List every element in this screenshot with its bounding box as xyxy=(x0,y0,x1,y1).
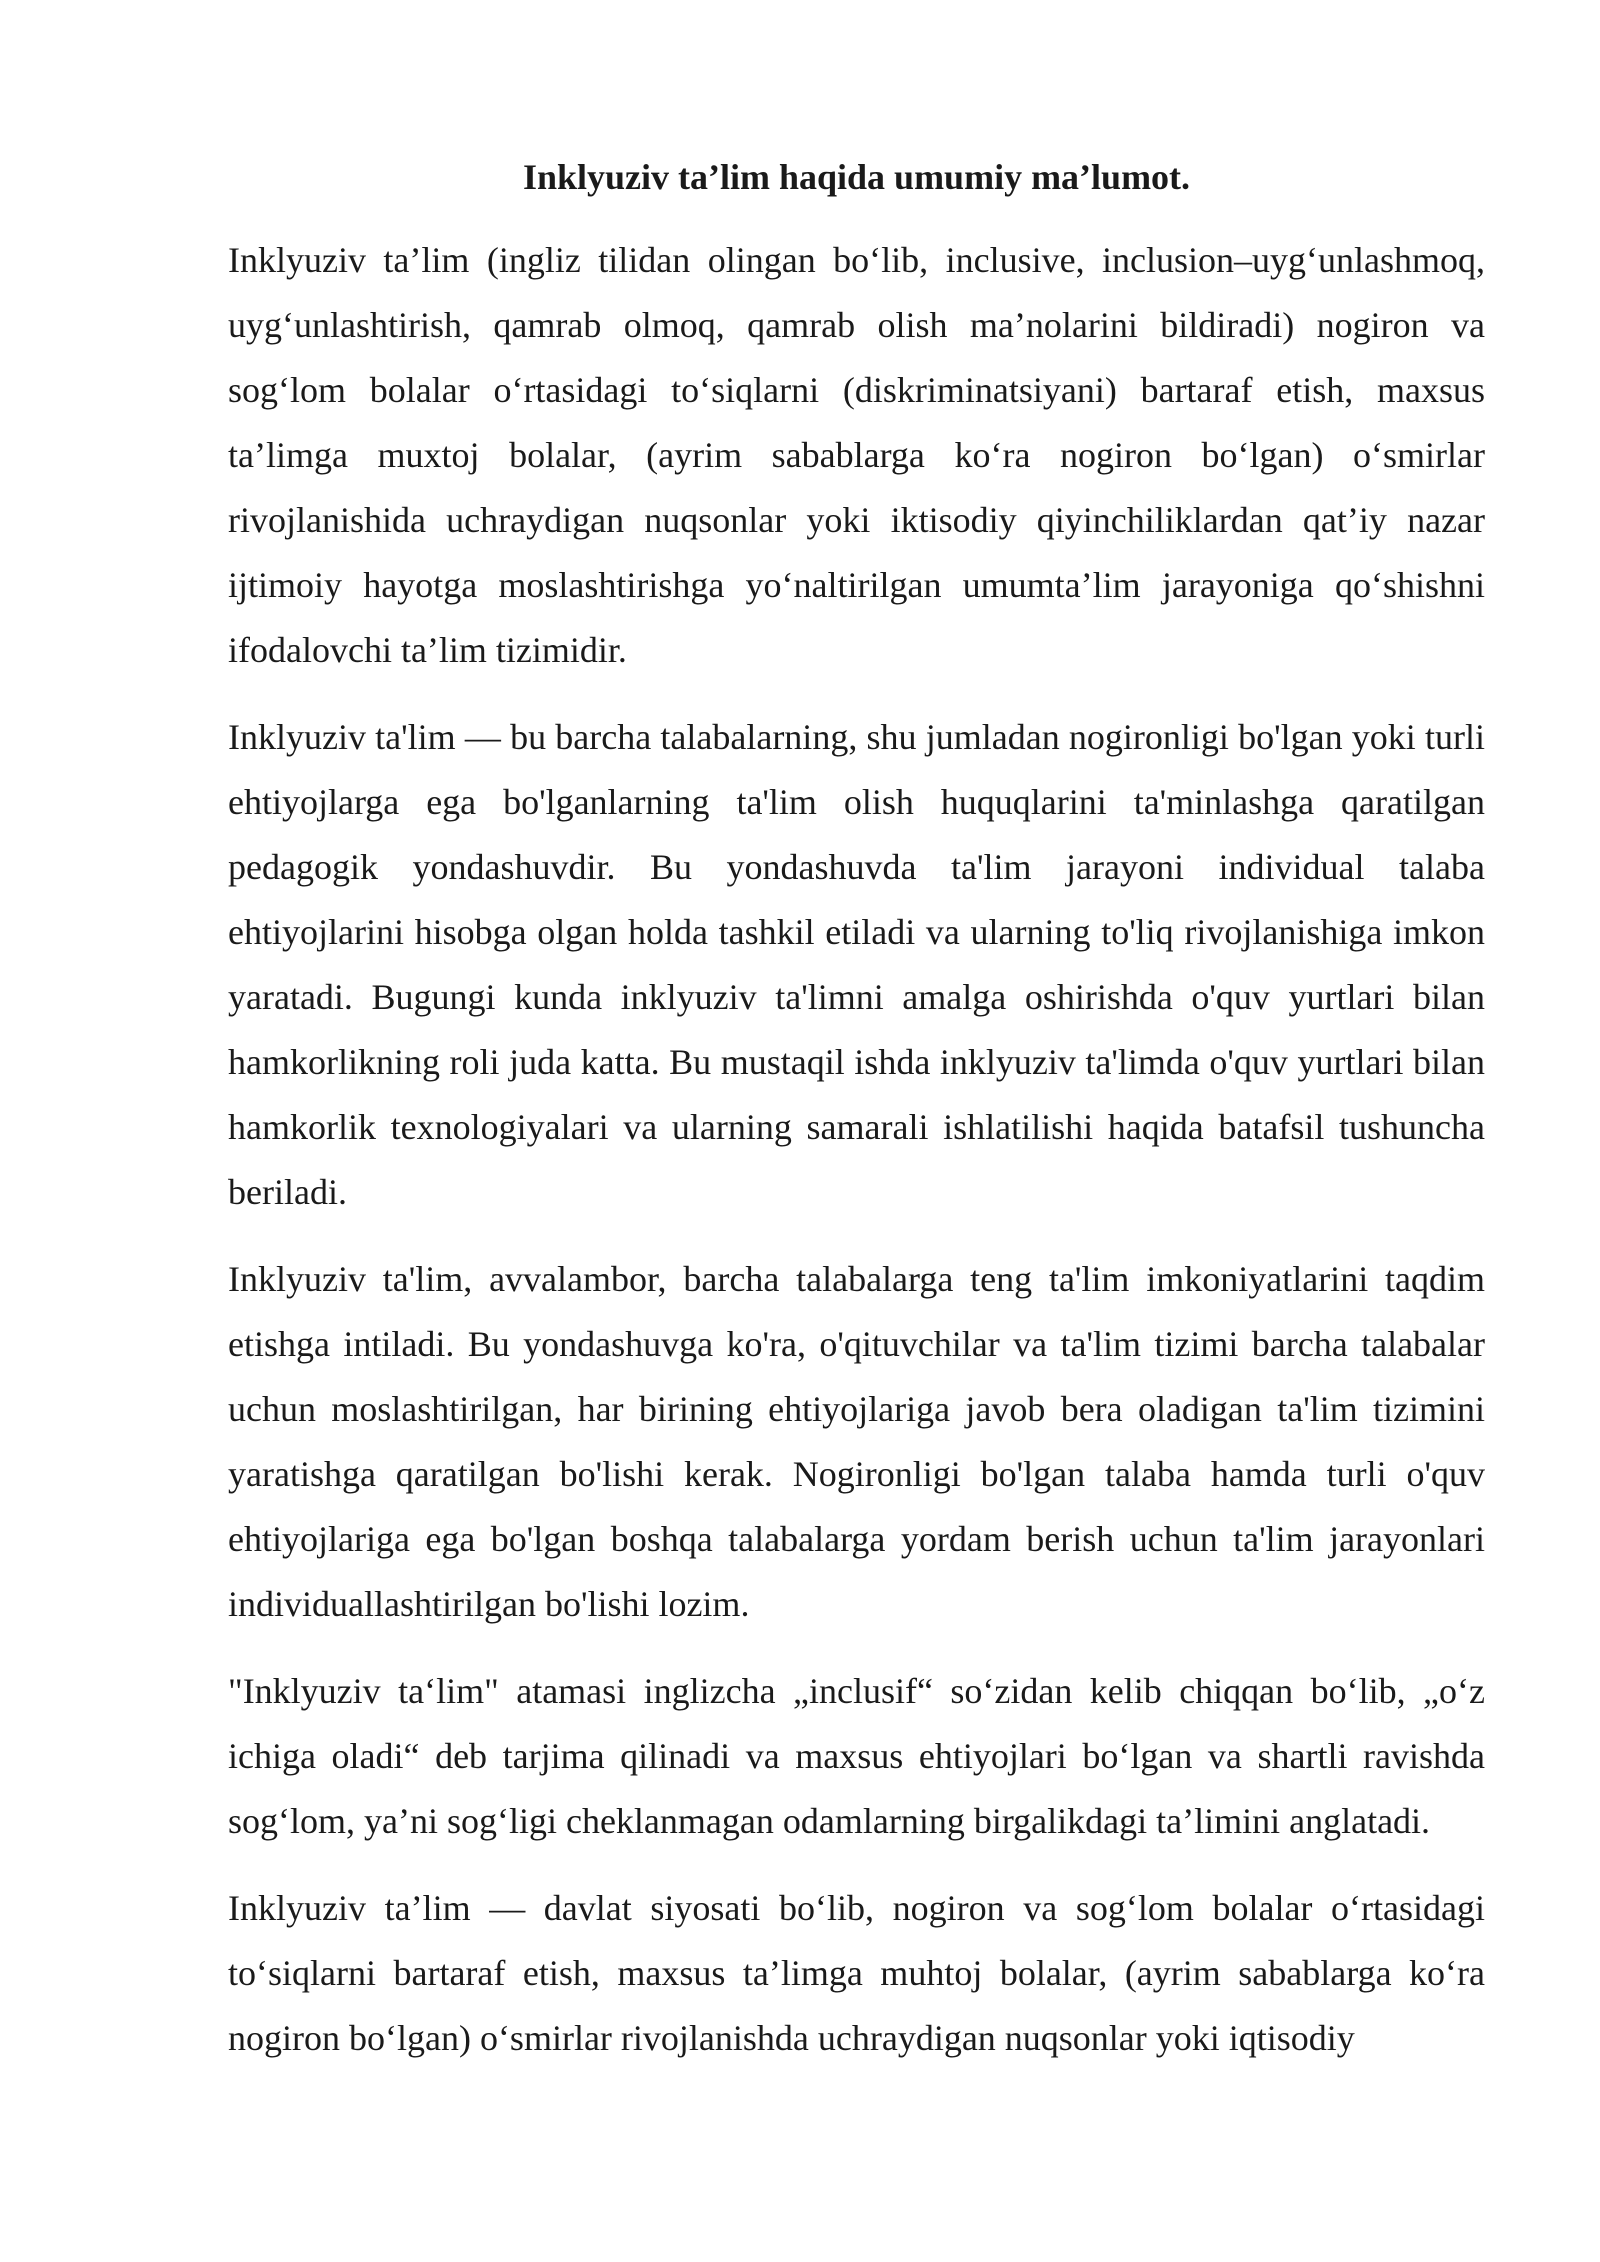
paragraph-2: Inklyuziv ta'lim — bu barcha talabalarning, shu jumladan nogironligi bo'lgan yoki turli ehtiyojlarga ega bo'lganlarning ta'lim olish huquqlarini ta'minlashga qaratilgan pedagogik yondashuvdir. Bu yondashuvda ta'lim jarayoni individual talaba ehtiyojlarini hisobga olgan holda tashkil etiladi va ularning to'liq rivojlanishiga imkon yaratadi. Bugungi kunda inklyuziv ta'limni amalga oshirishda o'quv yurtlari bilan hamkorlikning roli juda katta. Bu mustaqil ishda inklyuziv ta'limda o'quv yurtlari bilan hamkorlik texnologiyalari va ularning samarali ishlatilishi haqida batafsil tushuncha beriladi. xyxy=(228,717,1485,1212)
paragraph-5: Inklyuziv ta’lim — davlat siyosati bo‘lib, nogiron va sog‘lom bolalar o‘rtasidagi to‘siqlarni bartaraf etish, maxsus ta’limga muhtoj bolalar, (ayrim sabablarga ko‘ra nogiron bo‘lgan) o‘smirlar rivojlanishda uchraydigan nuqsonlar yoki iqtisodiy xyxy=(228,1888,1485,2058)
paragraph-1: Inklyuziv ta’lim (ingliz tilidan olingan bo‘lib, inclusive, inclusion–uyg‘unlashmoq, uyg‘unlashtirish, qamrab olmoq, qamrab olish ma’nolarini bildiradi) nogiron va sog‘lom bolalar o‘rtasidagi to‘siqlarni (diskriminatsiyani) bartaraf etish, maxsus ta’limga muxtoj bolalar, (ayrim sabablarga ko‘ra nogiron bo‘lgan) o‘smirlar rivojlanishida uchraydigan nuqsonlar yoki iktisodiy qiyinchiliklardan qat’iy nazar ijtimoiy hayotga moslashtirishga yo‘naltirilgan umumta’lim jarayoniga qo‘shishni ifodalovchi ta’lim tizimidir. xyxy=(228,240,1485,670)
paragraph-4: "Inklyuziv ta‘lim" atamasi inglizcha „inclusif“ so‘zidan kelib chiqqan bo‘lib, „o‘z ichiga oladi“ deb tarjima qilinadi va maxsus ehtiyojlari bo‘lgan va shartli ravishda sog‘lom, ya’ni sog‘ligi cheklanmagan odamlarning birgalikdagi ta’limini anglatadi. xyxy=(228,1671,1485,1841)
document-title: Inklyuziv ta’lim haqida umumiy ma’lumot. xyxy=(522,157,1191,197)
paragraph-3: Inklyuziv ta'lim, avvalambor, barcha talabalarga teng ta'lim imkoniyatlarini taqdim etishga intiladi. Bu yondashuvga ko'ra, o'qituvchilar va ta'lim tizimi barcha talabalar uchun moslashtirilgan, har birining ehtiyojlariga javob bera oladigan ta'lim tizimini yaratishga qaratilgan bo'lishi kerak. Nogironligi bo'lgan talaba hamda turli o'quv ehtiyojlariga ega bo'lgan boshqa talabalarga yordam berish uchun ta'lim jarayonlari individuallashtirilgan bo'lishi lozim. xyxy=(228,1259,1485,1624)
document-body xyxy=(228,150,1485,2093)
